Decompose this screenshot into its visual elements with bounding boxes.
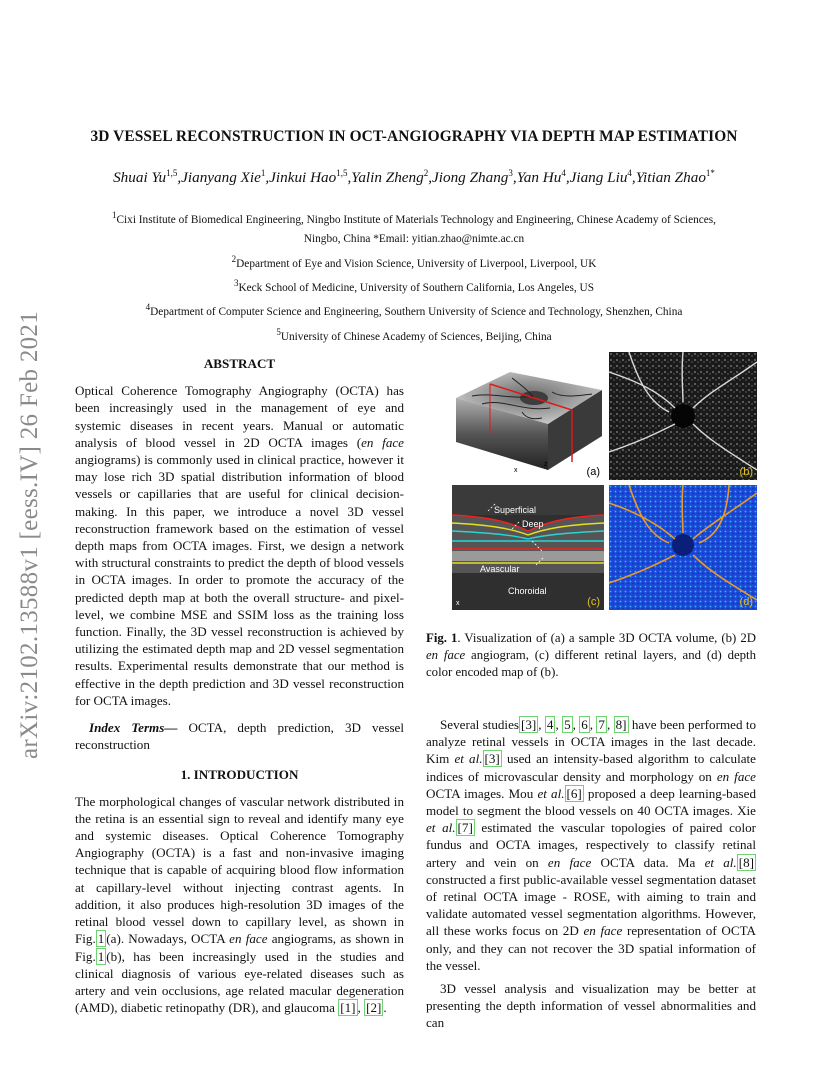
citation-link[interactable]: 6: [581, 717, 588, 732]
author-name: Jianyang Xie: [181, 169, 261, 187]
affiliation-mark: 1: [112, 210, 117, 220]
layer-label-superficial: Superficial: [494, 505, 537, 515]
author-name: Jinkui Hao: [269, 169, 337, 187]
text-run: OCTA data. Ma: [591, 854, 705, 870]
panel-b-en-face: [609, 352, 757, 480]
axis-label-x-c: x: [456, 600, 460, 607]
text-run: used an intensity-based algorithm to calculate indices of microvascular density and morphology on: [426, 751, 756, 784]
text-run: angiograms, as shown in Fig.: [75, 931, 404, 964]
text-run: ,: [555, 717, 563, 732]
text-run: en face: [361, 434, 404, 450]
text-run: have been performed to analyze retinal vessels in OCTA images in the last decade. Kim: [426, 717, 757, 767]
citation-link[interactable]: 5: [564, 717, 571, 732]
text-run: en face: [547, 854, 592, 870]
text-run: en face: [229, 931, 268, 947]
affiliation-text: University of Chinese Academy of Sciences, Beijing, China: [280, 330, 552, 343]
panel-a-3d-volume: [452, 352, 604, 480]
intro-heading: 1. INTRODUCTION: [180, 767, 299, 783]
text-run: et al.: [454, 751, 483, 767]
author-affiliation-mark: 3: [508, 168, 513, 178]
affiliation-line: [60, 230, 768, 250]
3d-analysis-paragraph: [426, 980, 756, 1032]
text-run: et al.: [704, 854, 737, 870]
text-run: ,: [357, 1000, 365, 1016]
text-run: representation of OCTA only, and they can not recover the 3D spatial information of the vessel.: [426, 923, 756, 973]
panel-d-depth-map: [609, 485, 757, 610]
right-column: [426, 716, 756, 1032]
text-run: estimated the vascular topologies of paired color fundus and OCTA images, respectively to classify retinal artery and vein on: [426, 820, 756, 870]
paper-title: 3D VESSEL RECONSTRUCTION IN OCT-ANGIOGRAPHY VIA DEPTH MAP ESTIMATION: [90, 128, 738, 145]
text-run: 3D vessel analysis and visualization may be better at presenting the depth information of vessel abnormalities and can: [426, 981, 756, 1031]
author-list: Shuai Yu$^{1,5}$,Jianyang Xie$^1$,Jinkui Hao$^{1,5}$,Yalin Zheng$^2$,Jiong Zhang$^3$,Yan Hu$^4$,Jiang Liu$^4$,Yitian Zhao$^{1*}$: [113, 168, 715, 187]
affiliation-text: Department of Computer Science and Engineering, Southern University of Science and Technology, Shenzhen, China: [150, 306, 683, 319]
text-run: angiogram, (c) different retinal layers, and (d) depth color encoded map of (b).: [426, 648, 757, 679]
text-run: (b), has been increasingly used in the studies and clinical diagnosis of various eye-related diseases such as artery and vein occlusions, age related macular degeneration (AMD), diabetic retinopathy (DR), and glaucoma: [75, 948, 404, 1016]
author-affiliation-mark: 1,5: [166, 168, 178, 178]
arxiv-id: arXiv:2102.13588v1 [eess.IV] 26 Feb 2021: [16, 310, 43, 760]
octa-volume-illustration: [452, 352, 604, 480]
author-name: Yitian Zhao: [635, 169, 706, 187]
affiliation-line: [60, 298, 768, 322]
affiliation-text: Keck School of Medicine, University of Southern California, Los Angeles, US: [238, 281, 594, 294]
affiliation-mark: 4: [145, 302, 151, 313]
layer-label-choroidal: Choroidal: [508, 586, 547, 596]
affiliation-text: Cixi Institute of Biomedical Engineering, Ningbo Institute of Materials Technology and Engineering, Chinese Academy of Sciences,: [116, 213, 716, 226]
author-affiliation-mark: 1*: [705, 168, 715, 178]
text-run: et al.: [537, 785, 565, 801]
text-run: en face: [426, 648, 466, 662]
text-run: .: [383, 1000, 387, 1016]
affiliation-line: [60, 206, 768, 230]
affiliation-mark: 2: [231, 253, 237, 264]
panel-b-label: (b): [739, 466, 753, 478]
text-run: et al.: [426, 820, 456, 836]
author-name: Jiang Liu: [569, 169, 628, 187]
author-affiliation-mark: 4: [561, 168, 566, 178]
abstract-body: [75, 382, 404, 709]
citation-link[interactable]: 4: [546, 717, 554, 732]
text-run: en face: [716, 768, 756, 784]
author-name: Shuai Yu: [113, 169, 167, 187]
citation-link[interactable]: 1: [97, 948, 105, 964]
depth-color-map: [609, 485, 757, 610]
panel-c-retinal-layers: [452, 485, 604, 610]
panel-c-label: (c): [587, 596, 600, 608]
citation-link[interactable]: 8]: [615, 717, 627, 732]
affiliation-line: [60, 250, 768, 274]
text-run: en face: [583, 923, 623, 939]
citation-link[interactable]: [2]: [366, 1000, 382, 1016]
text-run: Several studies: [440, 717, 519, 732]
arxiv-stamp: [10, 290, 50, 780]
left-column: [75, 355, 404, 1016]
text-run: OCTA images. Mou: [426, 785, 538, 801]
text-run: The morphological changes of vascular network distributed in the retina is an essential sign to reveal and identify many eye and systemic diseases. Optical Coherence Tomography Angiography (OCTA) is a fast and non-invasive imaging technique that is capable of acquiring blood flow information at capillary-level without injecting contrast agents. In addition, it also produces high-resolution 3D images of the retinal blood vessel down to capillary level, as shown in Fig.: [75, 793, 404, 947]
text-run: ,: [589, 717, 597, 732]
index-terms-label: Index Terms—: [89, 720, 178, 736]
abstract-heading: ABSTRACT: [203, 356, 276, 371]
text-run: ,: [538, 717, 545, 732]
author-affiliation-mark: 1: [260, 168, 266, 178]
axis-label-x: x: [514, 467, 518, 474]
text-run: ,: [606, 717, 614, 732]
text-run: constructed a first public-available vessel segmentation dataset of retinal OCTA image - ROSE, with aiming to train and validate automated vessel segmentation algorithms. However, all these works focus on 2D: [426, 871, 756, 939]
author-name: Jiong Zhang: [432, 169, 509, 187]
citation-link[interactable]: [3]: [520, 717, 537, 732]
panel-d-label: (d): [739, 596, 753, 608]
figure-caption: [426, 630, 756, 681]
index-terms: [75, 719, 404, 753]
intro-body: [75, 793, 404, 1017]
layer-label-deep: Deep: [522, 519, 544, 529]
en-face-angiogram: [609, 352, 757, 480]
citation-link[interactable]: [8]: [738, 854, 754, 870]
author-name: Yan Hu: [516, 169, 562, 187]
affiliations: [60, 206, 768, 347]
axis-label-z: z: [544, 461, 548, 468]
text-run: . Visualization of (a) a sample 3D OCTA volume, (b) 2D: [457, 631, 756, 645]
citation-link[interactable]: [6]: [566, 785, 582, 801]
text-run: angiograms) is commonly used in clinical practice, however it may lose rich 3D spatial distribution information of blood vessels or capillaries that are useful for clinical decision-making. In this paper, we introduce a novel 3D vessel reconstruction framework based on the estimation of vessel depth maps from OCTA images. First, we design a network with structural constraints to predict the depth of blood vessels in OCTA images. In order to promote the accuracy of the predicted depth map at both the overall structure- and pixel- level, we combine MSE and SSIM loss as the training loss function. Finally, the 3D vessel reconstruction is achieved by utilizing the estimated depth map and 2D vessel segmentation results. Experimental results demonstrate that our method is effective in the depth prediction and 3D vessel reconstruction for OCTA images.: [75, 452, 404, 708]
affiliation-line: [60, 323, 768, 347]
affiliation-text: Ningbo, China *Email: yitian.zhao@nimte.ac.cn: [303, 233, 525, 246]
figure-1: [452, 352, 757, 612]
layer-label-avascular: Avascular: [480, 564, 520, 574]
text-run: Optical Coherence Tomography Angiography (OCTA) has been increasingly used in the management of eye and systemic diseases in recent years. Manual or automatic analysis of blood vessel in 2D OCTA images (: [75, 383, 404, 450]
affiliation-line: [60, 274, 768, 298]
affiliation-mark: 3: [234, 278, 239, 289]
author-name: Yalin Zheng: [351, 169, 424, 187]
text-run: proposed a deep learning-based model to segment the blood vessels on 40 OCTA images. Xie: [426, 785, 756, 819]
author-affiliation-mark: 2: [423, 168, 429, 178]
related-work-paragraph: [426, 716, 756, 974]
author-affiliation-mark: 4: [627, 168, 632, 178]
index-terms-text: OCTA, depth prediction, 3D vessel reconstruction: [75, 720, 405, 753]
citation-link[interactable]: 7: [598, 717, 605, 732]
affiliation-text: Department of Eye and Vision Science, University of Liverpool, Liverpool, UK: [236, 257, 597, 270]
citation-link[interactable]: [3]: [484, 751, 500, 767]
text-run: (a). Nowadays, OCTA: [106, 931, 230, 947]
citation-link[interactable]: [1]: [340, 1000, 356, 1016]
affiliation-mark: 5: [276, 326, 281, 337]
citation-link[interactable]: [7]: [457, 820, 473, 836]
text-run: ,: [572, 717, 580, 732]
author-affiliation-mark: 1,5: [336, 168, 348, 178]
citation-link[interactable]: 1: [97, 931, 105, 947]
text-run: Fig. 1: [426, 631, 458, 645]
panel-a-label: (a): [586, 466, 600, 478]
